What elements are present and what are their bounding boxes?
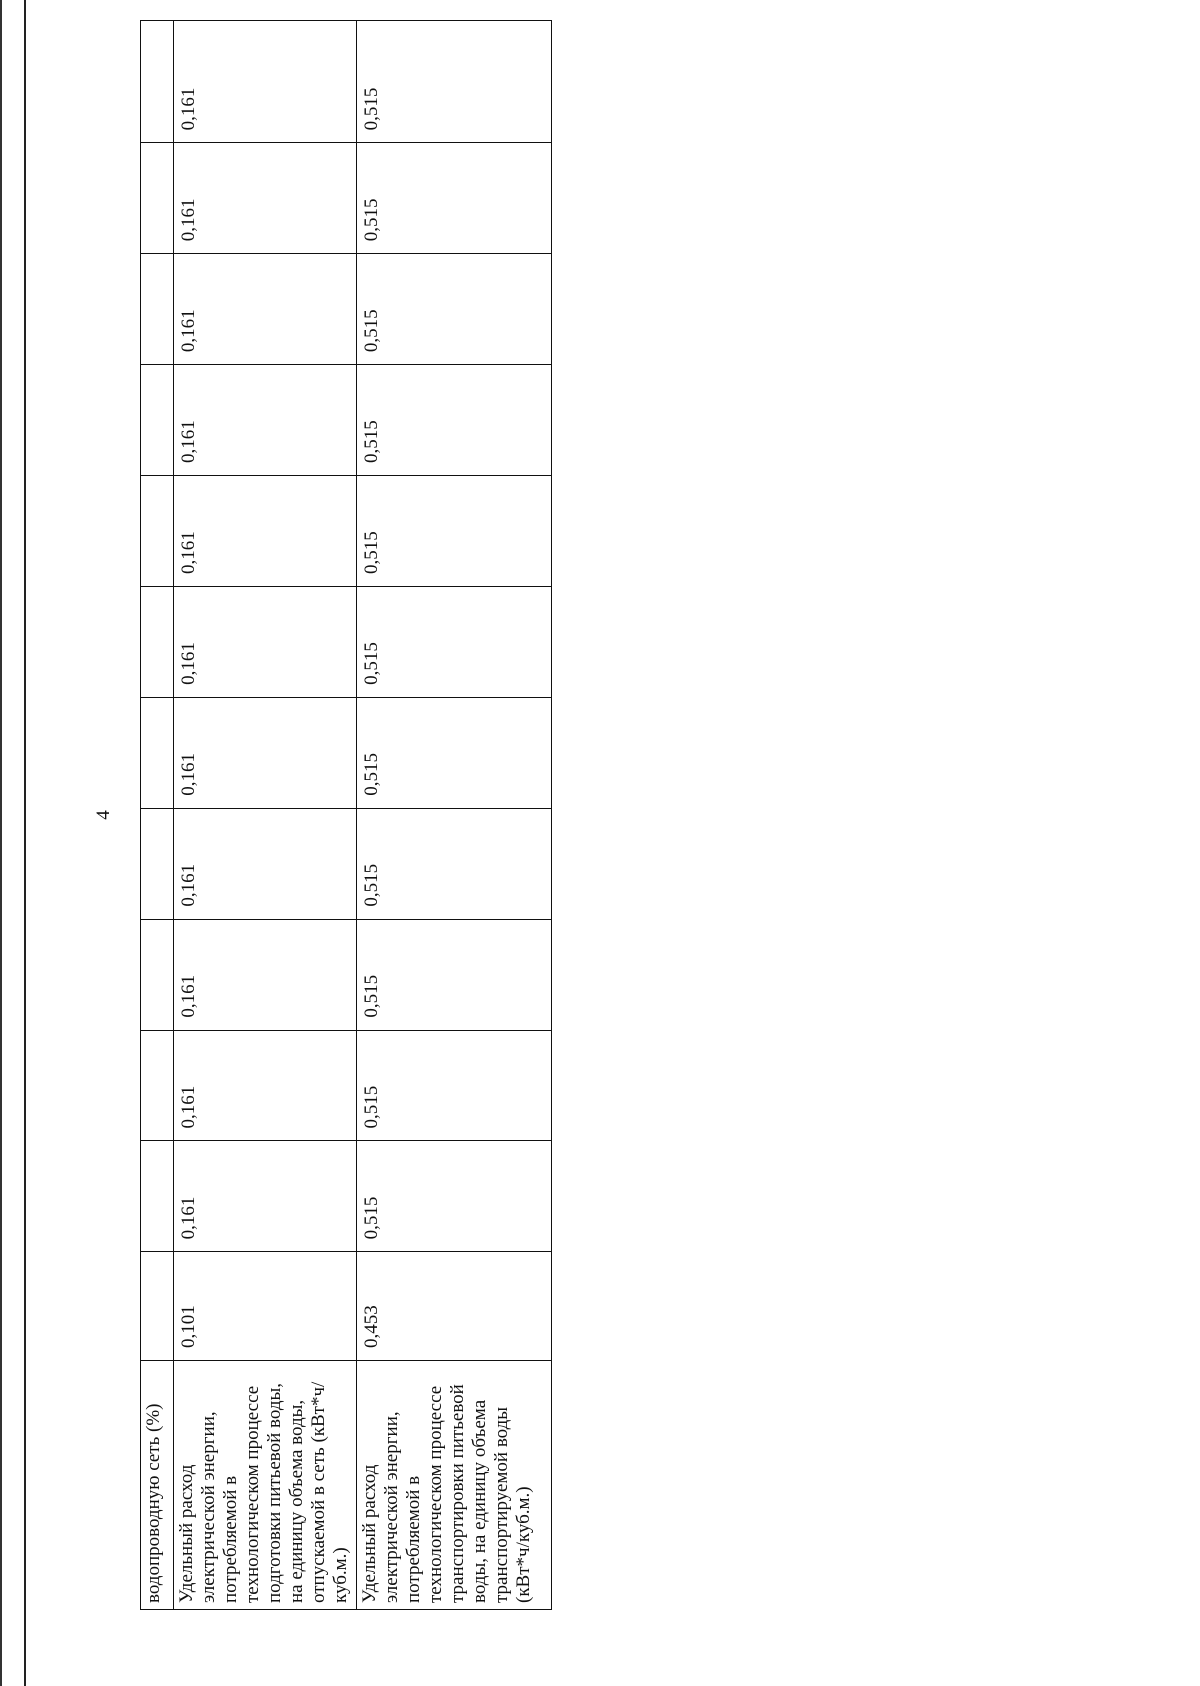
value-cell: 0,161 [174, 254, 357, 365]
scan-edge-line [0, 0, 2, 1686]
empty-cell [141, 1030, 174, 1141]
empty-cell [141, 365, 174, 476]
value-cell: 0,161 [174, 586, 357, 697]
value-cell: 0,515 [357, 21, 552, 143]
value-cell: 0,161 [174, 697, 357, 808]
value-cell: 0,515 [357, 254, 552, 365]
header-label-cell: водопроводную сеть (%) [141, 1361, 174, 1610]
row-label-cell: Удельный расход электрической энергии, потребляемой в технологическом процессе подготовки питьевой воды, на единицу объема воды, отпускаемой в сеть (кВт*ч/куб.м.) [174, 1361, 357, 1610]
value-cell: 0,515 [357, 143, 552, 254]
value-cell: 0,515 [357, 586, 552, 697]
value-cell: 0,161 [174, 919, 357, 1030]
indicator-table-wrapper [140, 20, 540, 1610]
value-cell: 0,161 [174, 365, 357, 476]
value-cell: 0,161 [174, 21, 357, 143]
value-cell: 0,515 [357, 1141, 552, 1252]
empty-cell [141, 143, 174, 254]
empty-cell [141, 919, 174, 1030]
value-cell: 0,515 [357, 697, 552, 808]
value-cell: 0,453 [357, 1252, 552, 1361]
value-cell: 0,161 [174, 1030, 357, 1141]
table-row [174, 21, 357, 1610]
row-label-cell: Удельный расход электрической энергии, потребляемой в технологическом процессе транспортировки питьевой воды, на единицу объема транспортируемой воды (кВт*ч/куб.м.) [357, 1361, 552, 1610]
empty-cell [141, 586, 174, 697]
value-cell: 0,161 [174, 143, 357, 254]
scan-margin-line [24, 0, 26, 1686]
indicator-table [140, 20, 552, 1610]
empty-cell [141, 808, 174, 919]
value-cell: 0,515 [357, 808, 552, 919]
value-cell: 0,161 [174, 476, 357, 587]
empty-cell [141, 1252, 174, 1361]
value-cell: 0,515 [357, 365, 552, 476]
table-row [141, 21, 174, 1610]
empty-cell [141, 697, 174, 808]
empty-cell [141, 21, 174, 143]
empty-cell [141, 254, 174, 365]
empty-cell [141, 1141, 174, 1252]
value-cell: 0,101 [174, 1252, 357, 1361]
value-cell: 0,161 [174, 808, 357, 919]
value-cell: 0,161 [174, 1141, 357, 1252]
value-cell: 0,515 [357, 476, 552, 587]
value-cell: 0,515 [357, 1030, 552, 1141]
empty-cell [141, 476, 174, 587]
value-cell: 0,515 [357, 919, 552, 1030]
page-number: 4 [93, 810, 114, 820]
table-row [357, 21, 552, 1610]
